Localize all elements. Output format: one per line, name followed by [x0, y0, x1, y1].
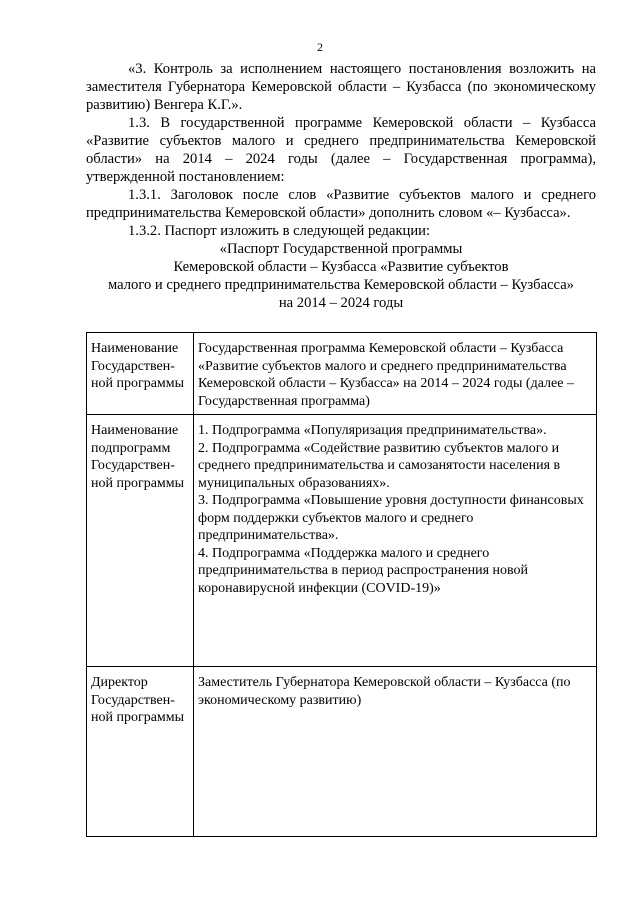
row-label-program-name: Наименование Государственной программы: [87, 333, 194, 415]
document-body: [86, 60, 596, 312]
paragraph-passport-amendment: 1.3.2. Паспорт изложить в следующей редакции:: [128, 223, 431, 239]
table-row-program-name: [87, 333, 597, 415]
passport-title-line-4: на 2014 – 2024 годы: [278, 295, 404, 311]
row-value-director: [194, 667, 597, 837]
director-value: Заместитель Губернатора Кемеровской области – Кузбасса (по экономическому развитию): [198, 675, 571, 708]
row-label-subprograms: Наименование подпрограмм Государственной программы: [87, 415, 194, 667]
paragraph-title-amendment: 1.3.1. Заголовок после слов «Развитие субъектов малого и среднего предпринимательства Кемеровской области» дополнить словом «– Кузбасса».: [86, 187, 596, 221]
subprogram-item-4: 4. Подпрограмма «Поддержка малого и среднего предпринимательства в период распространения новой коронавирусной инфекции (COVID-19)»: [198, 545, 529, 596]
subprogram-item-3: 3. Подпрограмма «Повышение уровня доступности финансовых форм поддержки субъектов малого и среднего предпринимательства».: [198, 493, 584, 543]
subprogram-item-2: 2. Подпрограмма «Содействие развитию субъектов малого и среднего предпринимательства и самозанятости населения в муниципальных образованиях».: [198, 440, 561, 491]
table-row-director: [87, 667, 597, 837]
table-row-subprograms: [87, 415, 597, 667]
row-label-director: Директор Государственной программы: [87, 667, 194, 837]
paragraph-control-clause: «3. Контроль за исполнением настоящего постановления возложить на заместителя Губернатора Кемеровской области – Кузбасса (по экономическому развитию) Венгера К.Г.».: [86, 61, 596, 113]
row-value-program-name: [194, 333, 597, 415]
paragraph-program-amendment: 1.3. В государственной программе Кемеровской области – Кузбасса «Развитие субъектов малого и среднего предпринимательства Кемеровской области» на 2014 – 2024 годы (далее – Государственная программа), утвержденной постановлением:: [86, 115, 596, 185]
page-number: 2: [317, 40, 323, 54]
passport-title-line-2: Кемеровской области – Кузбасса «Развитие субъектов: [173, 259, 509, 275]
passport-table: [86, 332, 597, 837]
row-value-subprograms: [194, 415, 597, 667]
program-name-value: Государственная программа Кемеровской области – Кузбасса «Развитие субъектов малого и среднего предпринимательства Кемеровской области – Кузбасса» на 2014 – 2024 годы (далее – Государственная программа): [198, 341, 574, 409]
passport-title-line-3: малого и среднего предпринимательства Кемеровской области – Кузбасса»: [108, 277, 574, 293]
passport-title-line-1: «Паспорт Государственной программы: [219, 241, 463, 257]
subprogram-item-1: 1. Подпрограмма «Популяризация предпринимательства».: [198, 423, 547, 438]
